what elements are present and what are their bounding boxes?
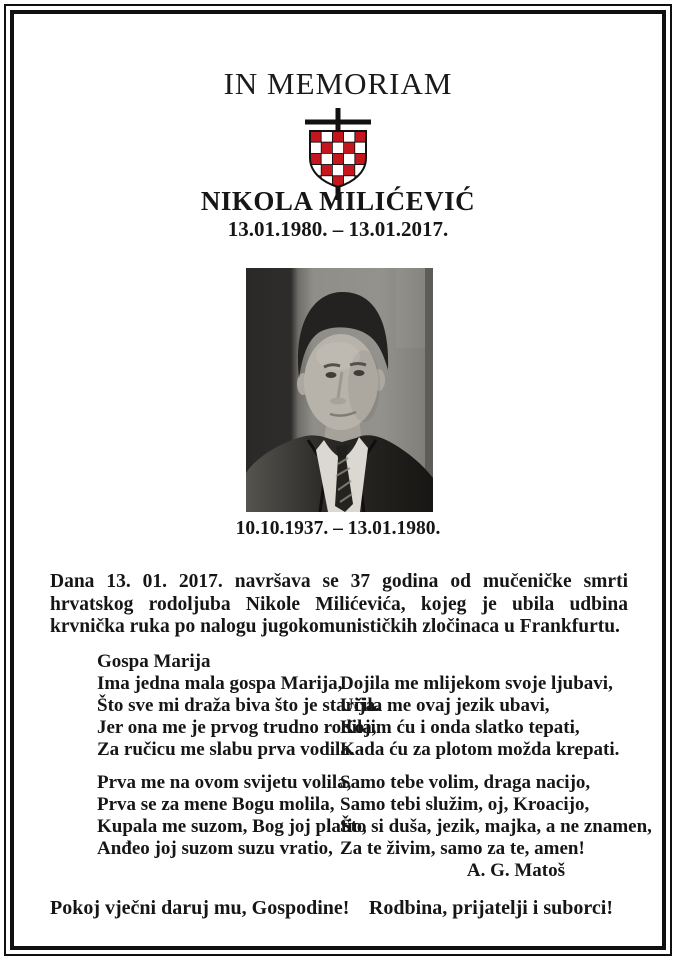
poem-line: Jer ona me je prvog trudno rodila, [97,717,377,738]
poem-line: Anđeo joj suzom suzu vratio, [97,838,333,859]
poem-line: Ima jedna mala gospa Marija, [97,673,343,694]
poem-line: Za te živim, samo za te, amen! [340,838,585,859]
page-title: IN MEMORIAM [223,66,453,101]
poem-line: Što si duša, jezik, majka, a ne znamen, [340,816,652,837]
poem-line: Kupala me suzom, Bog joj platio, [97,816,367,837]
footer-prayer-text: Pokoj vječni daruj mu, Gospodine! [50,897,350,919]
poem-spacer [340,651,595,673]
poem-attribution: A. G. Matoš [466,860,565,881]
poem-line: Učila me ovaj jezik ubavi, [340,695,550,716]
poem-line: Samo tebe volim, draga nacijo, [340,772,591,793]
poem-title: Gospa Marija [97,651,211,672]
poem-line: Kojim ću i onda slatko tepati, [340,717,580,738]
life-dates-caption: 10.10.1937. – 13.01.1980. [235,518,441,539]
poem-right-column [340,651,652,882]
intro-paragraph: Dana 13. 01. 2017. navršava se 37 godina od mučeničke smrti hrvatskog rodoljuba Nikole Milićevića, kojeg je ubila udbina krvnička ruka po nalogu jugokomunističkih zločinaca u Frankfurtu. [50,571,628,637]
poem-line: Prva me na ovom svijetu volila, [97,772,352,793]
poem-line: Dojila me mlijekom svoje ljubavi, [340,673,613,694]
deceased-name: NIKOLA MILIĆEVIĆ [200,186,476,216]
poem-line: Za ručicu me slabu prva vodila. [97,739,355,760]
portrait-photo [246,268,433,512]
memorial-period-dates: 13.01.1980. – 13.01.2017. [227,217,449,241]
poem-line: Što sve mi draža biva što je starija. [97,695,380,716]
footer-signature-text: Rodbina, prijatelji i suborci! [368,897,613,919]
poem-left-column [97,651,380,860]
poem-line: Samo tebi služim, oj, Kroacijo, [340,794,590,815]
poem-line: Kada ću za plotom možda krepati. [340,739,620,760]
poem-line: Prva se za mene Bogu molila, [97,794,335,815]
cross-horizontal-bar [305,120,371,125]
